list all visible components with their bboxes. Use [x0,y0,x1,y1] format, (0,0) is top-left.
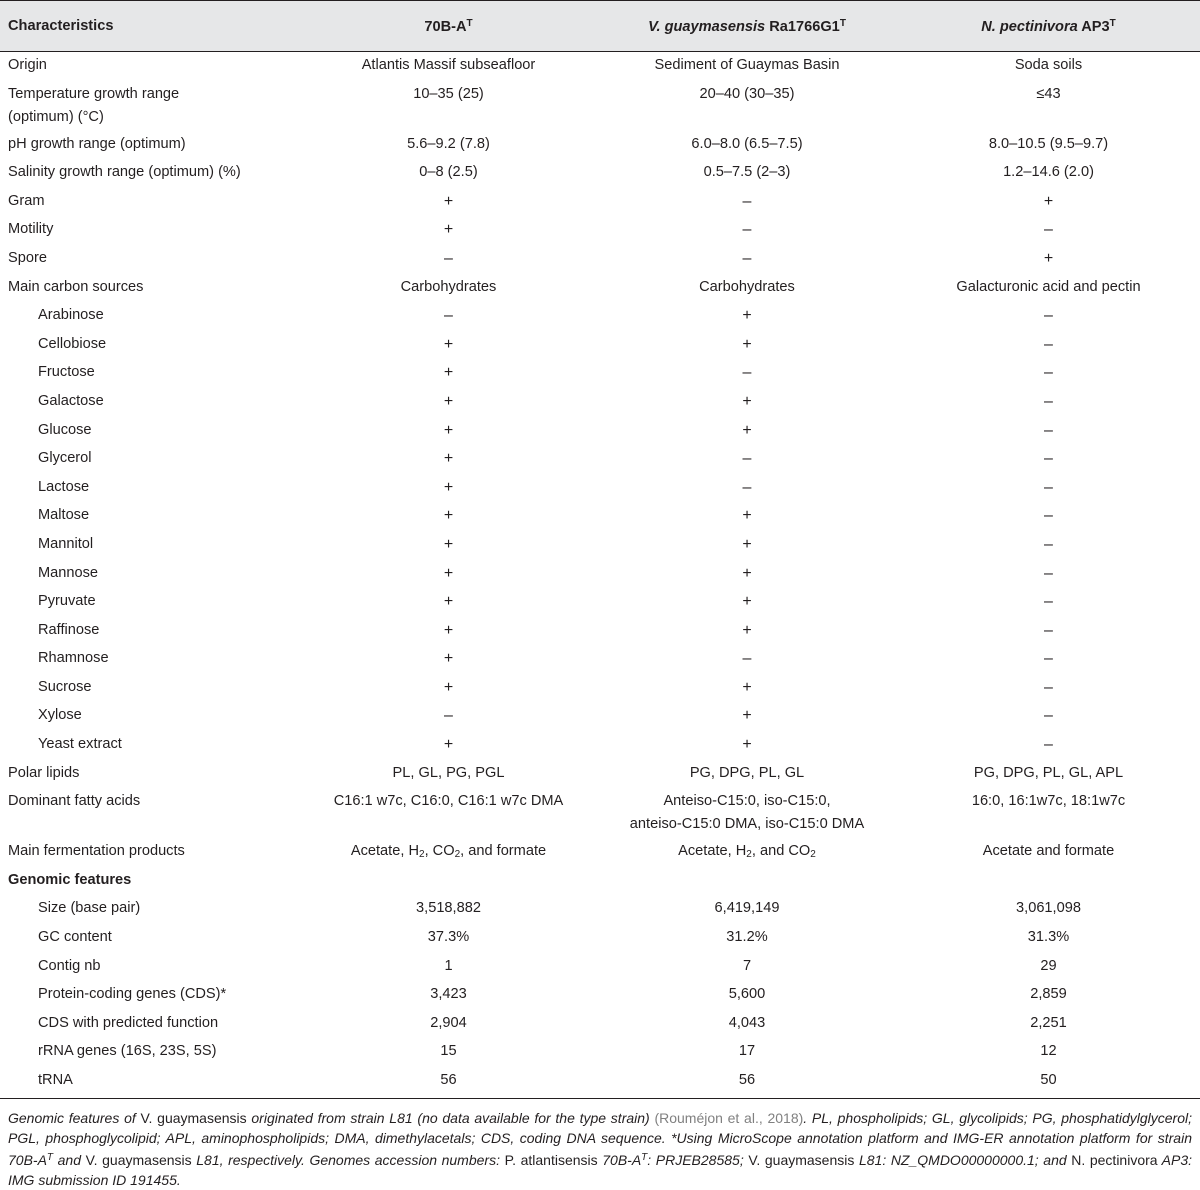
table-body [0,52,1200,1099]
cell-70b-a: + [443,736,454,754]
header-strain-70b-a-sup: T [466,17,473,29]
footnote-text: . PL, phospholipids; GL, glycolipids; PG, phosphatidylglycerol; PGL, phosphoglycolipid; APL, aminophospholipids; DMA, dimethylacetals; CDS, coding DNA sequence. *Using MicroScope annotation platform and IMG-ER annotation platform for strain 70B-A [8,1110,1192,1168]
cell-v-guaymasensis: 7 [742,957,752,974]
table-row [0,731,1200,760]
cell-n-pectinivora: 29 [1040,957,1057,974]
footnote-reference-link[interactable]: (Rouméjon et al., 2018) [654,1110,804,1126]
cell-text: , and CO [751,843,811,860]
footnote-text: L81: NZ_QMDO00000000.1; and [854,1152,1072,1168]
cell-n-pectinivora: 12 [1040,1043,1057,1060]
row-label: CDS with predicted function [38,1014,219,1031]
cell-70b-a [300,838,597,867]
cell-n-pectinivora: – [1044,221,1053,239]
cell-70b-a: + [443,564,454,582]
cell-n-pectinivora: PG, DPG, PL, GL, APL [973,764,1124,781]
cell-n-pectinivora: – [1044,707,1053,725]
header-strain-70b-a [300,1,597,52]
cell-70b-a: + [443,678,454,696]
cell-n-pectinivora: – [1044,335,1053,353]
empty-cell [300,867,597,896]
cell-70b-a: + [443,593,454,611]
cell-n-pectinivora: Soda soils [1014,57,1083,73]
cell-n-pectinivora: 50 [897,1067,1200,1099]
row-label: Polar lipids [8,764,80,781]
table-row [0,359,1200,388]
cell-70b-a: + [443,650,454,668]
row-label: Maltose [38,507,90,524]
row-label: Sucrose [38,678,92,695]
table-row [0,645,1200,674]
cell-text: Acetate, H [350,843,419,860]
footnote-text: : PRJEB28585; [647,1152,749,1168]
table-row [0,417,1200,446]
footnote-species: N. pectinivora [1071,1152,1158,1168]
cell-70b-a: + [443,221,454,239]
cell-text: , CO [424,843,455,860]
cell-70b-a: Carbohydrates [400,278,497,295]
cell-line: anteiso-C15:0 DMA, iso-C15:0 DMA [629,816,865,833]
cell-n-pectinivora: 31.3% [1027,929,1070,946]
cell-v-guaymasensis: 5,600 [728,986,766,1003]
footnote-species: P. atlantisensis [504,1152,598,1168]
row-label-line: Temperature growth range [8,85,180,102]
table-row [0,560,1200,589]
cell-v-guaymasensis: – [742,364,752,382]
cell-70b-a: Atlantis Massif subseafloor [361,57,536,73]
table-row [0,981,1200,1010]
table-row [0,302,1200,331]
cell-text: , and formate [460,843,547,860]
cell-v-guaymasensis: – [742,478,752,496]
section-heading-row [0,867,1200,896]
cell-v-guaymasensis: + [742,507,752,525]
cell-n-pectinivora: – [1044,678,1053,696]
cell-n-pectinivora: – [1044,307,1053,325]
table-row [0,702,1200,731]
cell-line: Anteiso-C15:0, iso-C15:0, [663,793,831,810]
header-n-pectinivora [897,1,1200,52]
table-footnote [0,1099,1200,1190]
cell-text: Acetate, H [678,843,747,860]
cell-70b-a: 5.6–9.2 (7.8) [407,135,490,152]
row-label: Gram [8,192,45,209]
table-row [0,474,1200,503]
cell-v-guaymasensis: + [742,707,752,725]
table-row [0,502,1200,531]
row-label: Size (base pair) [38,900,141,917]
cell-70b-a: + [443,450,454,468]
table-row [0,216,1200,245]
cell-v-guaymasensis: – [742,192,752,210]
subscript: 2 [810,849,816,861]
cell-n-pectinivora: 2,251 [1030,1014,1067,1031]
header-v-guaymasensis [597,1,897,52]
cell-n-pectinivora: – [1044,650,1053,668]
cell-v-guaymasensis: – [742,221,752,239]
table-row [0,531,1200,560]
cell-n-pectinivora: 2,859 [1030,986,1067,1003]
cell-v-guaymasensis: 6.0–8.0 (6.5–7.5) [691,135,803,152]
header-n-pectinivora-strain: AP3 [1077,18,1110,35]
cell-n-pectinivora: Acetate and formate [982,843,1115,860]
cell-70b-a: + [443,335,454,353]
row-label [0,81,300,131]
row-label: Mannose [38,564,99,581]
row-label: Pyruvate [38,593,96,610]
table-row [0,81,1200,131]
row-label: Mannitol [38,535,94,552]
cell-v-guaymasensis: + [742,535,752,553]
cell-v-guaymasensis: PG, DPG, PL, GL [689,764,805,781]
header-row [0,1,1200,52]
table-row [0,245,1200,274]
cell-v-guaymasensis: 6,419,149 [714,900,780,917]
cell-v-guaymasensis: + [742,421,752,439]
cell-n-pectinivora: Galacturonic acid and pectin [956,278,1141,295]
cell-70b-a: + [443,192,454,210]
empty-cell [897,867,1200,896]
table-row [0,188,1200,217]
cell-70b-a: 37.3% [427,929,470,946]
row-label: tRNA [0,1067,300,1099]
footnote-superscript: T [46,1152,54,1163]
row-label: GC content [38,929,112,946]
cell-v-guaymasensis: 31.2% [726,929,768,946]
row-label: Contig nb [38,957,101,974]
cell-70b-a: PL, GL, PG, PGL [392,764,505,781]
cell-v-guaymasensis: + [742,678,752,696]
cell-70b-a: + [443,507,454,525]
table-row [0,895,1200,924]
footnote-species: V. guaymasensis [85,1152,192,1168]
row-label: Raffinose [38,621,100,638]
cell-v-guaymasensis [597,788,897,838]
cell-70b-a: 3,518,882 [416,900,481,917]
cell-v-guaymasensis: + [742,392,752,410]
footnote-text: 70B-A [597,1152,642,1168]
header-v-guaymasensis-genus: V. guaymasensis [648,18,766,35]
cell-v-guaymasensis: – [742,650,752,668]
row-label-line: (optimum) (°C) [8,108,104,125]
row-label: Yeast extract [38,736,122,753]
subscript: 2 [454,849,461,861]
empty-cell [597,867,897,896]
cell-n-pectinivora: ≤43 [1036,85,1061,102]
cell-70b-a: 10–35 (25) [413,85,484,102]
cell-70b-a: – [444,307,453,325]
header-v-guaymasensis-sup: T [839,17,846,29]
cell-70b-a: + [443,392,454,410]
cell-n-pectinivora: – [1044,421,1053,439]
table-row [0,760,1200,789]
footnote-text: and [53,1152,86,1168]
row-label: Lactose [38,478,90,495]
row-label: Cellobiose [38,335,107,352]
cell-n-pectinivora: – [1044,450,1053,468]
cell-n-pectinivora: 3,061,098 [1016,900,1081,917]
header-characteristics: Characteristics [0,1,300,52]
table-row [0,1067,1200,1099]
cell-n-pectinivora: + [1043,249,1054,267]
header-strain-70b-a-name: 70B-A [424,18,467,35]
footnote-text: originated from strain L81 (no data available for the type strain) [246,1110,655,1126]
row-label: Protein-coding genes (CDS)* [38,986,227,1003]
table-row [0,674,1200,703]
cell-v-guaymasensis: + [742,307,752,325]
cell-n-pectinivora: – [1044,364,1053,382]
header-n-pectinivora-sup: T [1109,17,1116,29]
row-label: Arabinose [38,307,104,324]
cell-n-pectinivora: – [1044,535,1053,553]
footnote-text: L81, respectively. Genomes accession numbers: [191,1152,505,1168]
cell-v-guaymasensis: 20–40 (30–35) [699,85,795,102]
row-label: Fructose [38,364,95,381]
row-label: Galactose [38,392,104,409]
row-label: Glucose [38,421,92,438]
cell-70b-a: 0–8 (2.5) [419,164,478,181]
cell-v-guaymasensis: 0.5–7.5 (2–3) [703,164,791,181]
footnote-species: V. guaymasensis [140,1110,247,1126]
cell-v-guaymasensis: – [742,249,752,267]
table-header [0,1,1200,52]
cell-v-guaymasensis: Carbohydrates [699,278,795,295]
cell-v-guaymasensis: + [742,593,752,611]
footnote-species: V. guaymasensis [748,1152,855,1168]
row-label: Dominant fatty acids [8,793,141,810]
cell-v-guaymasensis: 17 [738,1043,756,1060]
cell-v-guaymasensis: Sediment of Guaymas Basin [654,57,840,73]
cell-v-guaymasensis [597,838,897,867]
table-row [0,274,1200,303]
cell-v-guaymasensis: 4,043 [728,1014,766,1031]
row-label: Origin [8,57,47,73]
table-row [0,1038,1200,1067]
cell-n-pectinivora: – [1044,392,1053,410]
cell-v-guaymasensis: + [742,621,752,639]
table-row [0,788,1200,838]
table-row [0,388,1200,417]
cell-70b-a: 15 [440,1043,457,1060]
cell-70b-a: + [443,621,454,639]
row-label: Rhamnose [38,650,109,667]
cell-v-guaymasensis: – [742,450,752,468]
footnote-text: Genomic features of [8,1110,141,1126]
cell-70b-a: 2,904 [430,1014,467,1031]
table-row [0,924,1200,953]
table-row [0,588,1200,617]
cell-v-guaymasensis: + [742,335,752,353]
cell-70b-a: 1 [444,957,453,974]
cell-n-pectinivora: – [1044,736,1053,754]
row-label: Main fermentation products [8,843,185,860]
cell-70b-a: – [444,707,453,725]
cell-70b-a: C16:1 w7c, C16:0, C16:1 w7c DMA [333,793,564,810]
row-label: Spore [8,249,47,266]
footnote-text: AP3: IMG submission ID 191455. [8,1152,1192,1188]
cell-v-guaymasensis: 56 [597,1067,897,1099]
row-label: Salinity growth range (optimum) (%) [8,164,241,181]
cell-n-pectinivora: – [1044,593,1053,611]
row-label: pH growth range (optimum) [8,135,186,152]
cell-70b-a: 56 [300,1067,597,1099]
table-row [0,52,1200,81]
subscript: 2 [419,849,425,861]
header-n-pectinivora-genus: N. pectinivora [981,18,1078,35]
cell-70b-a: + [443,535,454,553]
cell-n-pectinivora: – [1044,507,1053,525]
cell-n-pectinivora: 8.0–10.5 (9.5–9.7) [988,135,1109,152]
cell-n-pectinivora: – [1044,621,1053,639]
cell-70b-a: + [443,421,454,439]
cell-70b-a: + [443,478,454,496]
cell-n-pectinivora: + [1043,192,1054,210]
cell-70b-a: + [443,364,454,382]
row-label: Xylose [38,707,82,724]
cell-v-guaymasensis: + [742,564,752,582]
cell-v-guaymasensis: + [742,736,752,754]
table-row [0,445,1200,474]
row-label: rRNA genes (16S, 23S, 5S) [38,1043,217,1060]
row-label: Main carbon sources [8,278,144,295]
cell-n-pectinivora: 1.2–14.6 (2.0) [1003,164,1094,181]
row-label: Motility [8,221,54,238]
cell-70b-a: 3,423 [430,986,467,1003]
cell-n-pectinivora: – [1044,478,1053,496]
row-label: Glycerol [38,450,92,467]
cell-70b-a: – [444,249,453,267]
table-row [0,838,1200,867]
table-row [0,159,1200,188]
header-v-guaymasensis-strain: Ra1766G1 [765,18,840,35]
cell-n-pectinivora: – [1044,564,1053,582]
table-row [0,617,1200,646]
table-row [0,953,1200,982]
table-row [0,331,1200,360]
cell-n-pectinivora: 16:0, 16:1w7c, 18:1w7c [971,793,1126,810]
table-row [0,131,1200,160]
table-row [0,1010,1200,1039]
footnote-superscript: T [641,1152,648,1163]
subscript: 2 [746,849,752,861]
section-heading: Genomic features [8,871,132,888]
